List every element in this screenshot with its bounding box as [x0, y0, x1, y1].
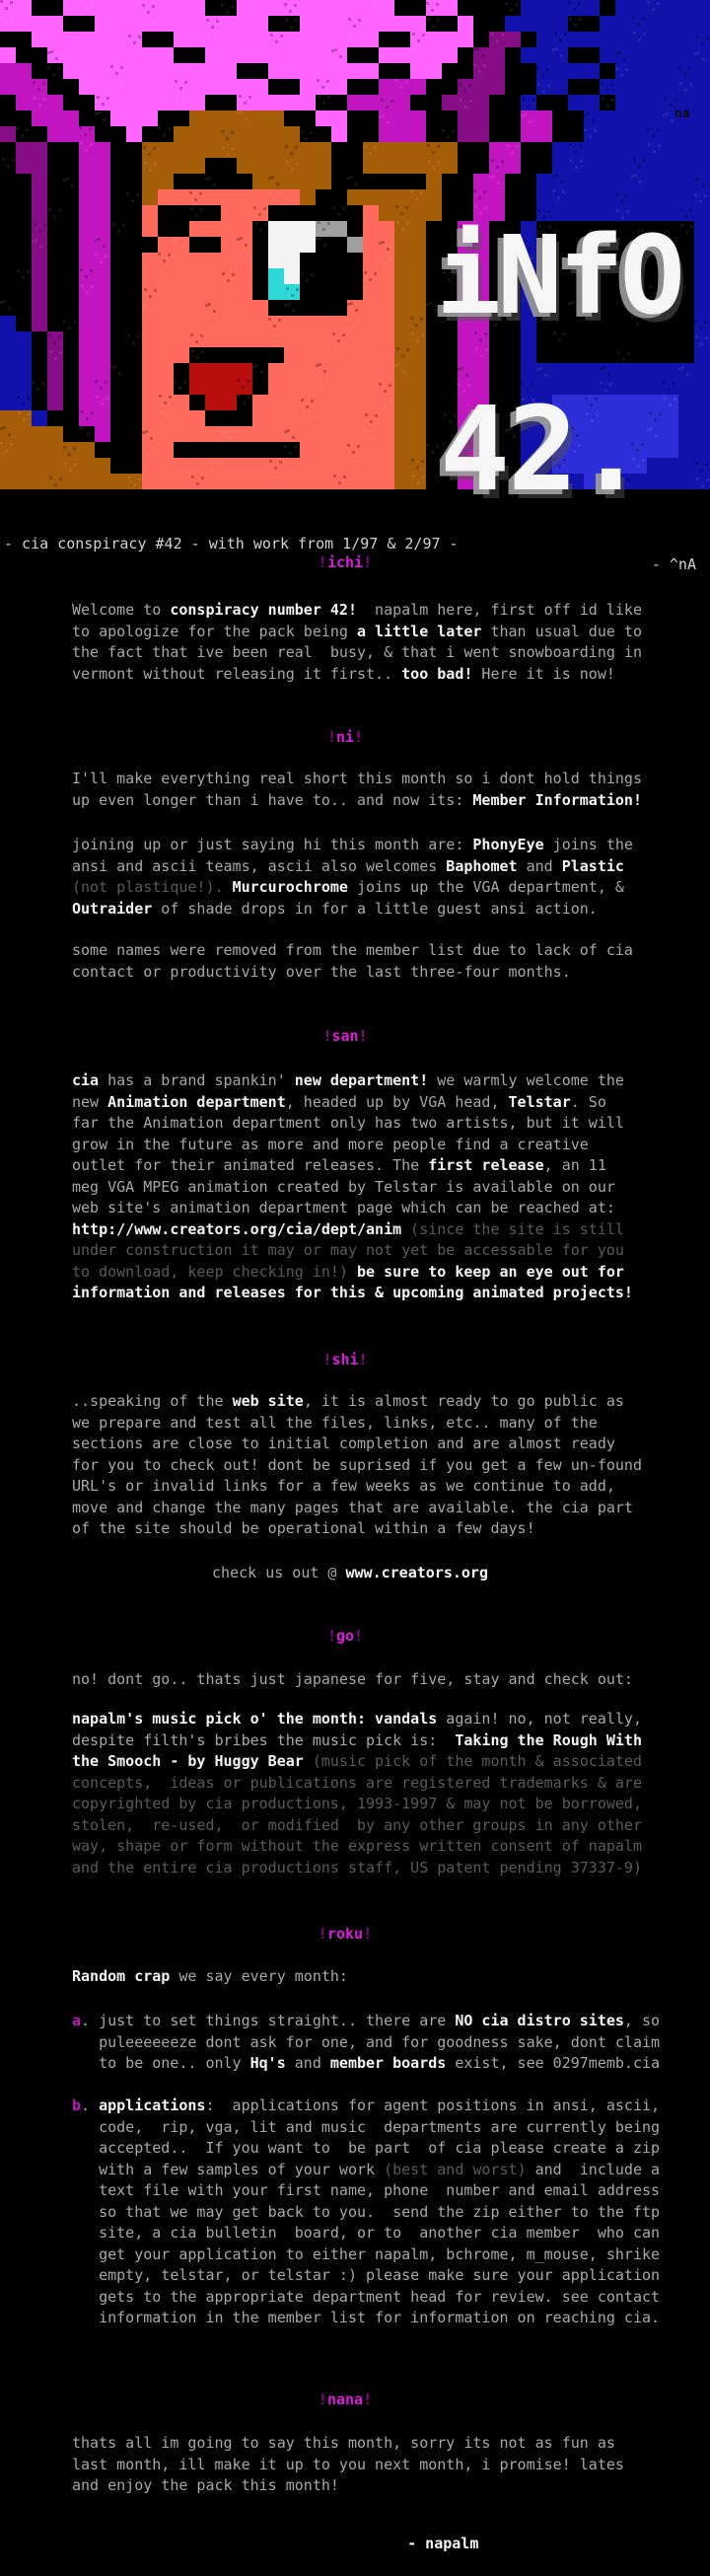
paragraph-roku: a. just to set things straight.. there are NO cia distro sites, so puleeeeeeze dont ask for one, and for goodness sake, dont claim to be one.. only Hq's and member boards exist, see 0297memb.cia — [72, 2012, 661, 2072]
section-heading-roku: !roku! — [318, 1925, 373, 1943]
divider-right-text: - ^nA — [651, 555, 696, 573]
art-title-number: 42. — [440, 381, 645, 517]
signoff-line — [372, 2512, 478, 2576]
paragraph-nana: thats all im going to say this month, sorry its not as fun as last month, ill make it up to you next month, i promise! lates and enjoy the pack this month! — [72, 2434, 624, 2494]
paragraph-shi: check us out @ www.creators.org — [212, 1564, 488, 1582]
art-title-info-text: iNfO — [436, 212, 681, 338]
section-heading-ni: !ni! — [326, 728, 364, 746]
signoff-text: - napalm — [407, 2534, 479, 2552]
paragraph-ni: I'll make everything real short this month so i dont hold things up even longer than i have to.. and now its: Member Information! — [72, 770, 642, 809]
section-heading-ichi: !ichi! — [318, 553, 373, 571]
artist-signature: na — [674, 107, 690, 121]
section-heading-go: !go! — [326, 1627, 364, 1645]
paragraph-ichi: Welcome to conspiracy number 42! napalm here, first off id like to apologize for the pack being a little later than usual due to the fact that ive been real busy, & that i went snowboarding in vermont without releasing it first.. too bad! Here it is now! — [72, 601, 642, 683]
paragraph-roku: b. applications: applications for agent positions in ansi, ascii, code, rip, vga, lit and music departments are currently being accepted.. If you want to be part of cia please create a zip with a few samples of your work (best and worst) and include a text file with your first name, phone number and email address so that we may get back to you. send the zip either to the ftp site, a cia bulletin board, or to another cia member who can get your application to either napalm, bchrome, m_mouse, shrike empty, telstar, or telstar :) please make sure your application gets to the appropriate department head for review. see contact information in the member list for information on reaching cia. — [72, 2097, 661, 2326]
section-heading-shi: !shi! — [322, 1351, 368, 1368]
divider-left-text: - cia conspiracy #42 - with work from 1/97 & 2/97 - — [4, 534, 459, 552]
section-heading-nana: !nana! — [318, 2391, 373, 2408]
paragraph-ni: some names were removed from the member list due to lack of cia contact or productivity over the last three-four months. — [72, 941, 633, 981]
paragraph-go: no! dont go.. thats just japanese for five, stay and check out: — [72, 1670, 633, 1688]
section-heading-san: !san! — [322, 1027, 368, 1045]
paragraph-shi: ..speaking of the web site, it is almost ready to go public as we prepare and test all the files, links, etc.. many of the sections are close to initial completion and are almost ready for you to check out! dont be suprised if you get a few un-found URL's or invalid links for a few weeks as we continue to add, move and change the many pages that are available. the cia part of the site should be operational within a few days! — [72, 1392, 642, 1537]
paragraph-san: cia has a brand spankin' new department! we warmly welcome the new Animation department, headed up by VGA head, Telstar. So far the Animation department only has two artists, but it will grow in the future as more and more people find a creative outlet for their animated releases. The first release, an 11 meg VGA MPEG animation created by Telstar is available on our web site's animation department page which can be reached at: http://www.creators.org/cia/dept/anim (since the site is still under construction it may or may not yet be accessable for you to download, keep checking in!) be sure to keep an eye out for information and releases for this & upcoming animated projects! — [72, 1071, 633, 1301]
paragraph-ni: joining up or just saying hi this month are: PhonyEye joins the ansi and ascii teams, ascii also welcomes Baphomet and Plastic (not plastique!). Murcurochrome joins up the VGA department, & Outraider of shade drops in for a little guest ansi action. — [72, 836, 633, 918]
paragraph-roku: Random crap we say every month: — [72, 1967, 348, 1985]
paragraph-go: napalm's music pick o' the month: vandals again! no, not really, despite filth's bribes the music pick is: Taking the Rough With the Smooch - by Huggy Bear (music pick of the month & associated concepts, ideas or publications are registered trademarks & are copyrighted by cia productions, 1993-1997 & may not be borrowed, stolen, re-used, or modified by any other groups in any other way, shape or form without the express written consent of napalm and the entire cia productions staff, US patent pending 37337-9) — [72, 1710, 642, 1877]
header-art — [0, 0, 710, 517]
